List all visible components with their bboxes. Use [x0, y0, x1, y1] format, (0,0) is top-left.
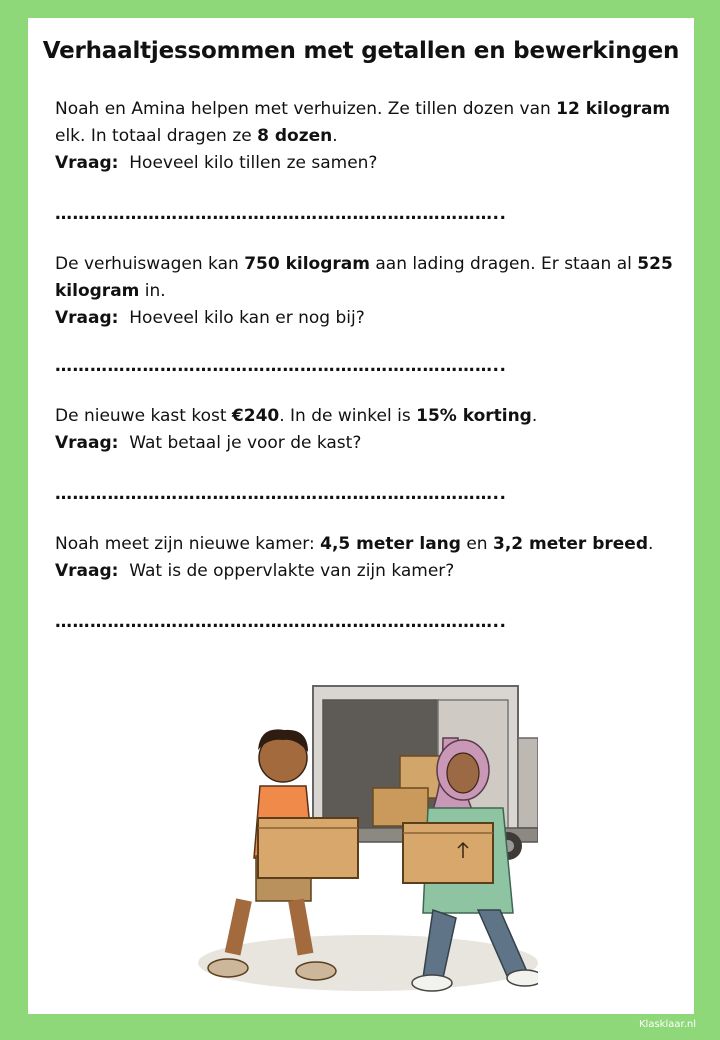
- bold-value: €240: [231, 406, 280, 426]
- vraag-label: Vraag:: [55, 433, 119, 453]
- page-title: Verhaaltjessommen met getallen en bewerkingen: [42, 38, 680, 64]
- text: De nieuwe kast kost: [55, 406, 232, 426]
- question: [55, 430, 675, 457]
- answer-line[interactable]: …………………………………………………………………..: [55, 356, 507, 376]
- bold-value: 12 kilogram: [556, 99, 671, 119]
- question: [55, 558, 675, 585]
- problem-text: [55, 403, 675, 430]
- question-text: Wat betaal je voor de kast?: [129, 433, 362, 453]
- text: .: [332, 126, 338, 146]
- bold-value: 750 kilogram: [244, 254, 370, 274]
- text: Noah en Amina helpen met verhuizen. Ze tillen dozen van: [55, 99, 557, 119]
- problem-2: [55, 251, 675, 332]
- answer-line[interactable]: …………………………………………………………………..: [55, 484, 507, 504]
- problem-text: [55, 531, 675, 558]
- question: [55, 150, 675, 177]
- text: in.: [139, 281, 166, 301]
- vraag-label: Vraag:: [55, 153, 119, 173]
- problem-4: [55, 531, 675, 585]
- vraag-label: Vraag:: [55, 561, 119, 581]
- moving-boxes-illustration: [188, 678, 538, 998]
- question-text: Hoeveel kilo tillen ze samen?: [129, 153, 378, 173]
- answer-line[interactable]: …………………………………………………………………..: [55, 204, 507, 224]
- question-text: Hoeveel kilo kan er nog bij?: [129, 308, 365, 328]
- text: en: [460, 534, 493, 554]
- vraag-label: Vraag:: [55, 308, 119, 328]
- question: [55, 305, 675, 332]
- text: De verhuiswagen kan: [55, 254, 245, 274]
- text: aan lading dragen. Er staan al: [369, 254, 638, 274]
- problem-1: [55, 96, 675, 177]
- text: Noah meet zijn nieuwe kamer:: [55, 534, 321, 554]
- bold-value: 8 dozen: [257, 126, 333, 146]
- text: .: [531, 406, 538, 426]
- answer-line[interactable]: …………………………………………………………………..: [55, 612, 507, 632]
- worksheet-page: [28, 18, 694, 1014]
- bold-value: 15% korting: [416, 406, 532, 426]
- problem-text: [55, 96, 675, 150]
- text: . In de winkel is: [279, 406, 417, 426]
- problem-3: [55, 403, 675, 457]
- bold-value: 4,5 meter lang: [320, 534, 461, 554]
- bold-value: 525 kilogram: [55, 254, 673, 301]
- bold-value: 3,2 meter breed: [492, 534, 649, 554]
- question-text: Wat is de oppervlakte van zijn kamer?: [129, 561, 455, 581]
- text: .: [648, 534, 654, 554]
- problem-text: [55, 251, 675, 305]
- footer-credit: Klasklaar.nl: [639, 1019, 696, 1030]
- text: elk. In totaal dragen ze: [55, 126, 258, 146]
